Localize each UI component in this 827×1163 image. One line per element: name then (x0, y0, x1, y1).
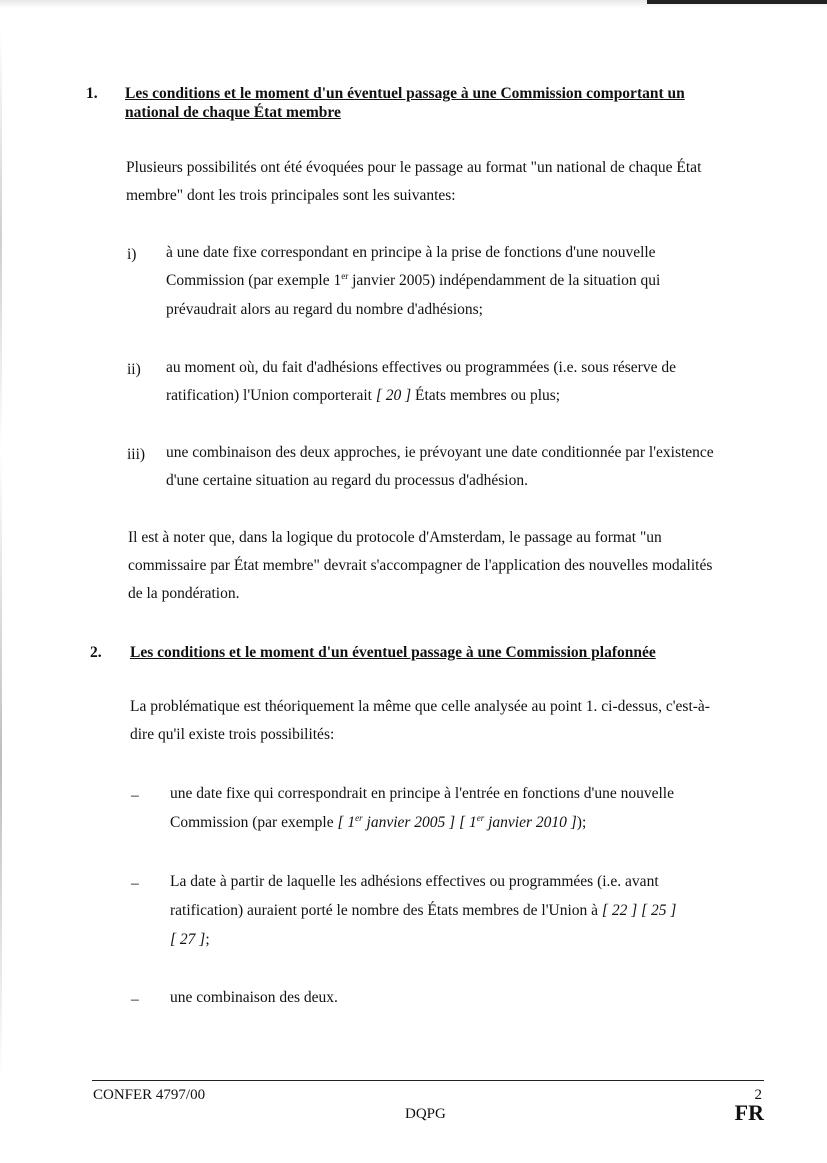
list-marker: – (131, 875, 139, 892)
section-1-title-line1: Les conditions et le moment d'un éventuel passage à une Commission comportant un (125, 85, 685, 102)
list-item-line: à une date fixe correspondant en principe à la prise de fonctions d'une nouvelle (166, 244, 656, 261)
list-item-line: une date fixe qui correspondrait en principe à l'entrée en fonctions d'une nouvelle (170, 785, 674, 802)
section-2-number: 2. (90, 644, 102, 661)
list-marker: – (131, 787, 139, 804)
page-number: 2 (754, 1087, 762, 1103)
list-item-line: Commission (par exemple [ 1er janvier 2005 ] [ 1er janvier 2010 ]); (170, 812, 587, 831)
list-item-line: Commission (par exemple 1er janvier 2005) indépendamment de la situation qui (166, 270, 661, 289)
section-2-intro-line2: dire qu'il existe trois possibilités: (130, 726, 335, 743)
section-1-note-line2: commissaire par État membre" devrait s'accompagner de l'application des nouvelles modalités (128, 557, 713, 574)
section-1-note-line3: de la pondération. (128, 585, 240, 602)
list-marker: i) (127, 246, 137, 263)
section-2-intro-line1: La problématique est théoriquement la même que celle analysée au point 1. ci-dessus, c'est-à- (130, 698, 710, 715)
list-item-line: une combinaison des deux. (170, 989, 338, 1006)
list-item-line: une combinaison des deux approches, ie prévoyant une date conditionnée par l'existence (166, 444, 714, 461)
list-item-line: [ 27 ]; (170, 931, 210, 948)
list-item-line: ratification) auraient porté le nombre des États membres de l'Union à [ 22 ] [ 25 ] (170, 902, 677, 919)
footer-divider (92, 1080, 764, 1081)
list-item-line: La date à partir de laquelle les adhésions effectives ou programmées (i.e. avant (170, 873, 659, 890)
section-1-note-line1: Il est à noter que, dans la logique du protocole d'Amsterdam, le passage au format "un (128, 529, 662, 546)
list-item-line: prévaudrait alors au regard du nombre d'adhésions; (166, 301, 483, 318)
language-code: FR (734, 1100, 764, 1125)
section-1-number: 1. (86, 85, 98, 102)
section-2-title: Les conditions et le moment d'un éventuel passage à une Commission plafonnée (130, 644, 656, 661)
list-item-line: d'une certaine situation au regard du processus d'adhésion. (166, 472, 528, 489)
section-1-intro-line2: membre" dont les trois principales sont les suivantes: (126, 187, 456, 204)
list-item-line: ratification) l'Union comporterait [ 20 ] États membres ou plus; (166, 387, 561, 404)
document-reference: CONFER 4797/00 (93, 1087, 206, 1103)
department-code: DQPG (405, 1106, 446, 1122)
list-marker: – (131, 991, 139, 1008)
section-1-intro-line1: Plusieurs possibilités ont été évoquées pour le passage au format "un national de chaque État (126, 159, 702, 176)
scan-edge-left (0, 30, 2, 1080)
scan-edge-bar (647, 0, 827, 4)
section-1-title-line2: national de chaque État membre (125, 104, 341, 121)
list-item-line: au moment où, du fait d'adhésions effectives ou programmées (i.e. sous réserve de (166, 359, 676, 376)
list-marker: ii) (127, 361, 141, 378)
list-marker: iii) (127, 446, 146, 463)
